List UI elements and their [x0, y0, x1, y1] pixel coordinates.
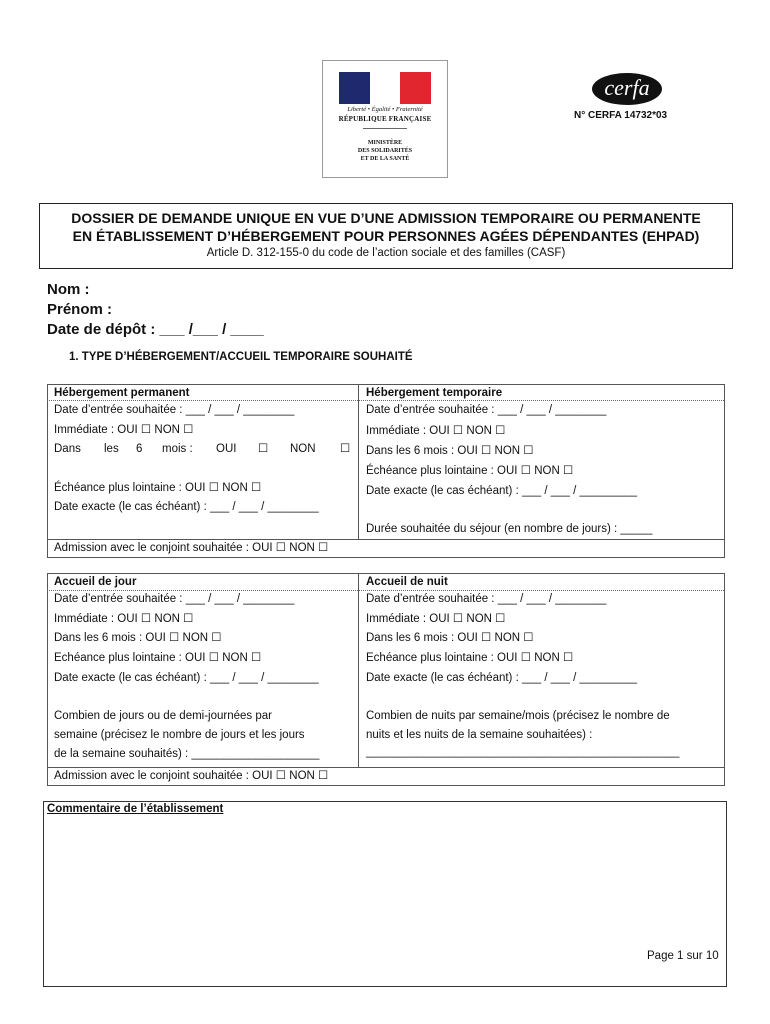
republique-francaise-logo — [322, 60, 448, 178]
permanent-oui: OUI — [216, 443, 237, 455]
temporaire-echeance[interactable]: Échéance plus lointaine : OUI ☐ NON ☐ — [366, 465, 574, 477]
header-accueil-nuit: Accueil de nuit — [366, 576, 448, 588]
jour-combien-3[interactable]: de la semaine souhaités) : ____________________ — [54, 748, 320, 760]
jour-echeance[interactable]: Echéance plus lointaine : OUI ☐ NON ☐ — [54, 652, 262, 664]
permanent-oui-checkbox[interactable]: ☐ — [258, 443, 269, 455]
temporaire-six-mois[interactable]: Dans les 6 mois : OUI ☐ NON ☐ — [366, 445, 534, 457]
temporaire-date[interactable]: Date d’entrée souhaitée : ___ / ___ / ________ — [366, 404, 607, 416]
prenom-field[interactable]: Prénom : — [47, 301, 113, 318]
permanent-non: NON — [290, 443, 316, 455]
permanent-date[interactable]: Date d’entrée souhaitée : ___ / ___ / ________ — [54, 404, 295, 416]
permanent-six: 6 — [136, 443, 143, 455]
page-number: Page 1 sur 10 — [647, 950, 719, 962]
jour-combien-2: semaine (précisez le nombre de jours et les jours — [54, 729, 305, 741]
cerfa-logo: cerfa — [592, 73, 662, 105]
nuit-exacte[interactable]: Date exacte (le cas échéant) : ___ / ___ / _________ — [366, 672, 638, 684]
cerfa-number: N° CERFA 14732*03 — [574, 110, 668, 121]
temporaire-duree[interactable]: Durée souhaitée du séjour (en nombre de jours) : _____ — [366, 523, 653, 535]
marianne-flag-icon — [339, 72, 431, 104]
nuit-combien-3[interactable]: _________________________________________________ — [366, 746, 680, 758]
header-permanent: Hébergement permanent — [54, 387, 190, 399]
header-temporaire: Hébergement temporaire — [366, 387, 503, 399]
ministry-line-2: DES SOLIDARITÉS — [357, 148, 413, 154]
title-line-2: EN ÉTABLISSEMENT D’HÉBERGEMENT POUR PERSONNES AGÉES DÉPENDANTES (EHPAD) — [72, 228, 700, 244]
permanent-dans: Dans — [54, 443, 81, 455]
ministry-line-3: ET DE LA SANTÉ — [360, 156, 410, 162]
republic-label: RÉPUBLIQUE FRANÇAISE — [338, 115, 432, 123]
jour-six-mois[interactable]: Dans les 6 mois : OUI ☐ NON ☐ — [54, 632, 222, 644]
permanent-les: les — [104, 443, 119, 455]
header-accueil-jour: Accueil de jour — [54, 576, 137, 588]
nuit-echeance[interactable]: Echéance plus lointaine : OUI ☐ NON ☐ — [366, 652, 574, 664]
jour-date[interactable]: Date d’entrée souhaitée : ___ / ___ / ________ — [54, 593, 295, 605]
nuit-combien-1: Combien de nuits par semaine/mois (précisez le nombre de — [366, 710, 670, 722]
conjoint-row-2[interactable]: Admission avec le conjoint souhaitée : OUI ☐ NON ☐ — [54, 770, 329, 782]
ministry-line-1: MINISTÈRE — [367, 140, 403, 146]
nuit-date[interactable]: Date d’entrée souhaitée : ___ / ___ / ________ — [366, 593, 607, 605]
nuit-combien-2: nuits et les nuits de la semaine souhaitées) : — [366, 729, 593, 741]
permanent-echeance[interactable]: Échéance plus lointaine : OUI ☐ NON ☐ — [54, 482, 262, 494]
nom-field[interactable]: Nom : — [47, 281, 90, 298]
jour-immediate[interactable]: Immédiate : OUI ☐ NON ☐ — [54, 613, 194, 625]
motto: Liberté • Égalité • Fraternité — [347, 106, 423, 113]
permanent-mois: mois : — [162, 443, 193, 455]
date-depot-field[interactable]: Date de dépôt : ___ /___ / ____ — [47, 321, 264, 338]
nuit-six-mois[interactable]: Dans les 6 mois : OUI ☐ NON ☐ — [366, 632, 534, 644]
jour-combien-1: Combien de jours ou de demi-journées par — [54, 710, 272, 722]
nuit-immediate[interactable]: Immédiate : OUI ☐ NON ☐ — [366, 613, 506, 625]
jour-exacte[interactable]: Date exacte (le cas échéant) : ___ / ___ / ________ — [54, 672, 319, 684]
document-title-box — [39, 203, 733, 269]
commentaire-box[interactable] — [43, 801, 727, 987]
permanent-exacte[interactable]: Date exacte (le cas échéant) : ___ / ___ / ________ — [54, 501, 319, 513]
title-line-1: DOSSIER DE DEMANDE UNIQUE EN VUE D’UNE ADMISSION TEMPORAIRE OU PERMANENTE — [71, 210, 701, 226]
title-article: Article D. 312-155-0 du code de l’action sociale et des familles (CASF) — [206, 247, 566, 259]
permanent-non-checkbox[interactable]: ☐ — [340, 443, 351, 455]
temporaire-immediate[interactable]: Immédiate : OUI ☐ NON ☐ — [366, 425, 506, 437]
section-1-title: 1. TYPE D’HÉBERGEMENT/ACCUEIL TEMPORAIRE SOUHAITÉ — [69, 351, 413, 363]
conjoint-row-1[interactable]: Admission avec le conjoint souhaitée : OUI ☐ NON ☐ — [54, 542, 329, 554]
permanent-immediate[interactable]: Immédiate : OUI ☐ NON ☐ — [54, 424, 194, 436]
commentaire-title: Commentaire de l’établissement — [47, 803, 224, 815]
temporaire-exacte[interactable]: Date exacte (le cas échéant) : ___ / ___ / _________ — [366, 485, 638, 497]
